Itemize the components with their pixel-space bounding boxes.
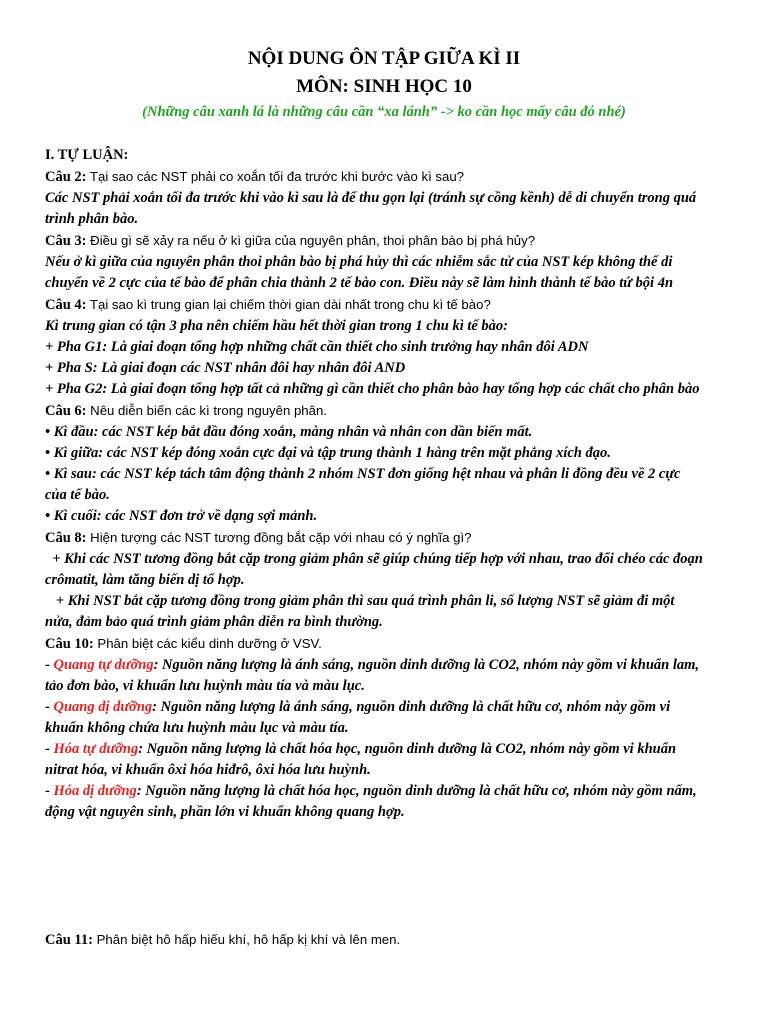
question-label: Câu 2: xyxy=(45,169,87,185)
question-label: Câu 4: xyxy=(45,297,87,313)
question-label: Câu 6: xyxy=(45,403,87,419)
question-text: Hiện tượng các NST tương đồng bắt cặp với nhau có ý nghĩa gì? xyxy=(86,530,472,545)
question-2 xyxy=(45,166,705,188)
subject-title: MÔN: SINH HỌC 10 xyxy=(296,76,472,97)
nutrition-type-desc: : Nguồn năng lượng là chất hóa học, nguồn dinh dưỡng là chất hữu cơ, nhóm này gồm nấm, động vật nguyên sinh, phần lớn vi khuẩn không quang hợp. xyxy=(45,783,697,820)
question-8 xyxy=(45,527,705,549)
question-label: Câu 11: xyxy=(45,932,93,948)
question-label: Câu 10: xyxy=(45,636,94,652)
question-text: Tại sao các NST phải co xoắn tối đa trước khi bước vào kì sau? xyxy=(86,169,465,184)
nutrition-type-desc: : Nguồn năng lượng là ánh sáng, nguồn dinh dưỡng là chất hữu cơ, nhóm này gồm vi khuẩn không chứa lưu huỳnh màu lục và màu tía. xyxy=(45,699,671,736)
nutrition-type-term: Quang dị dưỡng xyxy=(53,699,153,715)
answer-4-line: + Pha G2: Là giai đoạn tổng hợp tất cả những gì cần thiết cho phân bào hay tổng hợp các chất cho phân bào xyxy=(45,381,700,397)
nutrition-type-item: - Quang dị dưỡng: Nguồn năng lượng là ánh sáng, nguồn dinh dưỡng là chất hữu cơ, nhóm này gồm vi khuẩn không chứa lưu huỳnh màu lục và màu tía. xyxy=(45,699,671,736)
answer-4-line: Kì trung gian có tận 3 pha nên chiếm hầu hết thời gian trong 1 chu kì tế bào: xyxy=(45,318,509,334)
answer-4-line: + Pha G1: Là giai đoạn tổng hợp những chất cần thiết cho sinh trưởng hay nhân đôi ADN xyxy=(45,339,589,355)
nutrition-type-desc: : Nguồn năng lượng là chất hóa học, nguồn dinh dưỡng là CO2, nhóm này gồm vi khuẩn nitrat hóa, vi khuẩn ôxi hóa hiđrô, ôxi hóa lưu huỳnh. xyxy=(45,741,677,778)
question-text: Nêu diễn biến các kì trong nguyên phân. xyxy=(86,403,327,418)
question-10 xyxy=(45,633,705,655)
nutrition-type-term: Hóa dị dưỡng xyxy=(53,783,137,799)
answer-6-line: • Kì giữa: các NST kép đóng xoắn cực đại và tập trung thành 1 hàng trên mặt phẳng xích đạo. xyxy=(45,445,611,461)
question-11 xyxy=(45,929,705,951)
document-title: NỘI DUNG ÔN TẬP GIỮA KÌ II xyxy=(247,48,521,69)
answer-2: Các NST phải xoắn tối đa trước khi vào kì sau là để thu gọn lại (tránh sự cồng kềnh) dễ di chuyển trong quá trình phân bào. xyxy=(45,190,697,227)
question-label: Câu 8: xyxy=(45,530,87,546)
answer-4-line: + Pha S: Là giai đoạn các NST nhân đôi hay nhân đôi AND xyxy=(45,360,406,376)
question-label: Câu 3: xyxy=(45,233,87,249)
question-text: Điều gì sẽ xảy ra nếu ở kì giữa của nguyên phân, thoi phân bào bị phá hủy? xyxy=(86,233,536,248)
question-text: Phân biệt hô hấp hiếu khí, hô hấp kị khí và lên men. xyxy=(92,932,401,947)
nutrition-type-item: - Hóa tự dưỡng: Nguồn năng lượng là chất hóa học, nguồn dinh dưỡng là CO2, nhóm này gồm vi khuẩn nitrat hóa, vi khuẩn ôxi hóa hiđrô, ôxi hóa lưu huỳnh. xyxy=(45,741,677,778)
answer-8-line: + Khi các NST tương đồng bắt cặp trong giảm phân sẽ giúp chúng tiếp hợp với nhau, trao đổi chéo các đoạn crômatit, làm tăng biến dị tổ hợp. xyxy=(45,551,707,588)
answer-6-line: • Kì sau: các NST kép tách tâm động thành 2 nhóm NST đơn giống hệt nhau và phân li đồng đều về 2 cực của tế bào. xyxy=(45,466,681,503)
question-6 xyxy=(45,400,705,422)
question-text: Phân biệt các kiểu dinh dưỡng ở VSV. xyxy=(93,636,322,651)
blank-space xyxy=(45,823,705,929)
answer-8-line: + Khi NST bắt cặp tương đồng trong giảm phân thì sau quá trình phân li, số lượng NST sẽ giảm đi một nửa, đảm bảo quá trình giảm phân diễn ra bình thường. xyxy=(45,593,679,630)
answer-6-line: • Kì cuối: các NST đơn trở về dạng sợi mảnh. xyxy=(45,508,318,524)
nutrition-type-desc: : Nguồn năng lượng là ánh sáng, nguồn dinh dưỡng là CO2, nhóm này gồm vi khuẩn lam, tảo đơn bào, vi khuẩn lưu huỳnh màu tía và màu lục. xyxy=(45,657,700,694)
nutrition-type-item: - Hóa dị dưỡng: Nguồn năng lượng là chất hóa học, nguồn dinh dưỡng là chất hữu cơ, nhóm này gồm nấm, động vật nguyên sinh, phần lớn vi khuẩn không quang hợp. xyxy=(45,783,697,820)
nutrition-type-term: Quang tự dưỡng xyxy=(53,657,154,673)
section-heading: I. TỰ LUẬN: xyxy=(45,147,129,163)
nutrition-type-item: - Quang tự dưỡng: Nguồn năng lượng là ánh sáng, nguồn dinh dưỡng là CO2, nhóm này gồm vi khuẩn lam, tảo đơn bào, vi khuẩn lưu huỳnh màu tía và màu lục. xyxy=(45,657,700,694)
green-note: (Những câu xanh lá là những câu cần “xa lánh” -> ko cần học mấy câu đó nhé) xyxy=(142,104,626,120)
question-text: Tại sao kì trung gian lại chiếm thời gian dài nhất trong chu kì tế bào? xyxy=(86,297,491,312)
answer-6-line: • Kì đầu: các NST kép bắt đầu đóng xoắn, màng nhân và nhân con dần biến mất. xyxy=(45,424,533,440)
document-body xyxy=(45,145,705,951)
question-3 xyxy=(45,230,705,252)
answer-3: Nếu ở kì giữa của nguyên phân thoi phân bào bị phá hủy thì các nhiễm sắc tử của NST kép không thể di chuyển về 2 cực của tế bào để phân chia thành 2 tế bào con. Điều này sẽ làm hình thành tế bào tứ bội 4n xyxy=(45,254,674,291)
question-4 xyxy=(45,294,705,316)
nutrition-type-term: Hóa tự dưỡng xyxy=(53,741,139,757)
